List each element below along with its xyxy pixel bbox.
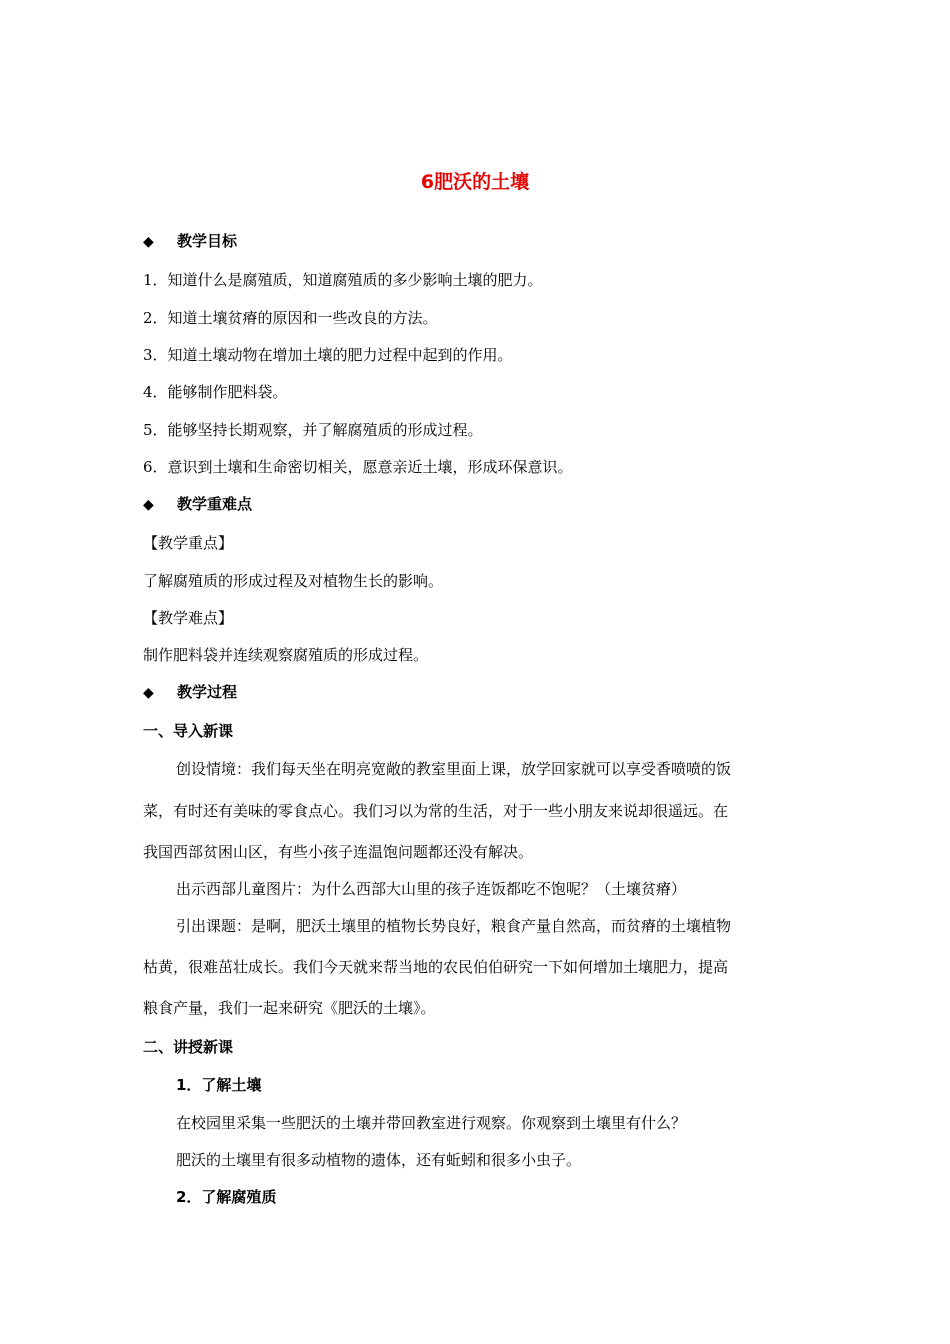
diamond-bullet-icon: ◆ bbox=[143, 234, 154, 250]
goal-item: 6．意识到土壤和生命密切相关，愿意亲近土壤，形成环保意识。 bbox=[143, 458, 573, 476]
paragraph-line: 我国西部贫困山区，有些小孩子连温饱问题都还没有解决。 bbox=[143, 843, 534, 861]
goal-item: 3．知道土壤动物在增加土壤的肥力过程中起到的作用。 bbox=[143, 346, 513, 364]
paragraph-line: 粮食产量，我们一起来研究《肥沃的土壤》。 bbox=[143, 999, 436, 1017]
section-heading-keypoints bbox=[143, 492, 252, 517]
difficulty-text: 制作肥料袋并连续观察腐殖质的形成过程。 bbox=[143, 646, 429, 664]
paragraph-line: 创设情境：我们每天坐在明亮宽敞的教室里面上课，放学回家就可以享受香喷喷的饭 bbox=[176, 760, 732, 778]
subheading-understand-humus: 2．了解腐殖质 bbox=[176, 1188, 277, 1206]
section-heading-process bbox=[143, 680, 237, 705]
diamond-bullet-icon: ◆ bbox=[143, 685, 154, 701]
document-title: 6肥沃的土壤 bbox=[420, 171, 530, 193]
section-heading-goals-text: 教学目标 bbox=[177, 232, 238, 250]
goal-item: 2．知道土壤贫瘠的原因和一些改良的方法。 bbox=[143, 309, 438, 327]
paragraph-line: 在校园里采集一些肥沃的土壤并带回教室进行观察。你观察到土壤里有什么？ bbox=[176, 1114, 687, 1132]
difficulty-label: 【教学难点】 bbox=[143, 609, 234, 627]
part-heading-intro: 一、导入新课 bbox=[143, 722, 234, 740]
focus-text: 了解腐殖质的形成过程及对植物生长的影响。 bbox=[143, 572, 444, 590]
section-heading-goals bbox=[143, 229, 237, 254]
part-heading-new-lesson: 二、讲授新课 bbox=[143, 1038, 234, 1056]
goal-item: 5．能够坚持长期观察，并了解腐殖质的形成过程。 bbox=[143, 421, 483, 439]
paragraph-line: 枯黄，很难茁壮成长。我们今天就来帮当地的农民伯伯研究一下如何增加土壤肥力，提高 bbox=[143, 958, 729, 976]
goal-item: 1．知道什么是腐殖质，知道腐殖质的多少影响土壤的肥力。 bbox=[143, 271, 543, 289]
section-heading-process-text: 教学过程 bbox=[177, 683, 238, 701]
focus-label: 【教学重点】 bbox=[143, 534, 234, 552]
subheading-understand-soil: 1．了解土壤 bbox=[176, 1076, 262, 1094]
paragraph-line: 肥沃的土壤里有很多动植物的遗体，还有蚯蚓和很多小虫子。 bbox=[176, 1151, 582, 1169]
paragraph-line: 菜，有时还有美味的零食点心。我们习以为常的生活，对于一些小朋友来说却很遥远。在 bbox=[143, 802, 729, 820]
section-heading-keypoints-text: 教学重难点 bbox=[177, 495, 253, 513]
paragraph-line: 出示西部儿童图片：为什么西部大山里的孩子连饭都吃不饱呢？（土壤贫瘠） bbox=[176, 880, 687, 898]
goal-item: 4．能够制作肥料袋。 bbox=[143, 383, 288, 401]
paragraph-line: 引出课题：是啊，肥沃土壤里的植物长势良好，粮食产量自然高，而贫瘠的土壤植物 bbox=[176, 917, 732, 935]
diamond-bullet-icon: ◆ bbox=[143, 497, 154, 513]
